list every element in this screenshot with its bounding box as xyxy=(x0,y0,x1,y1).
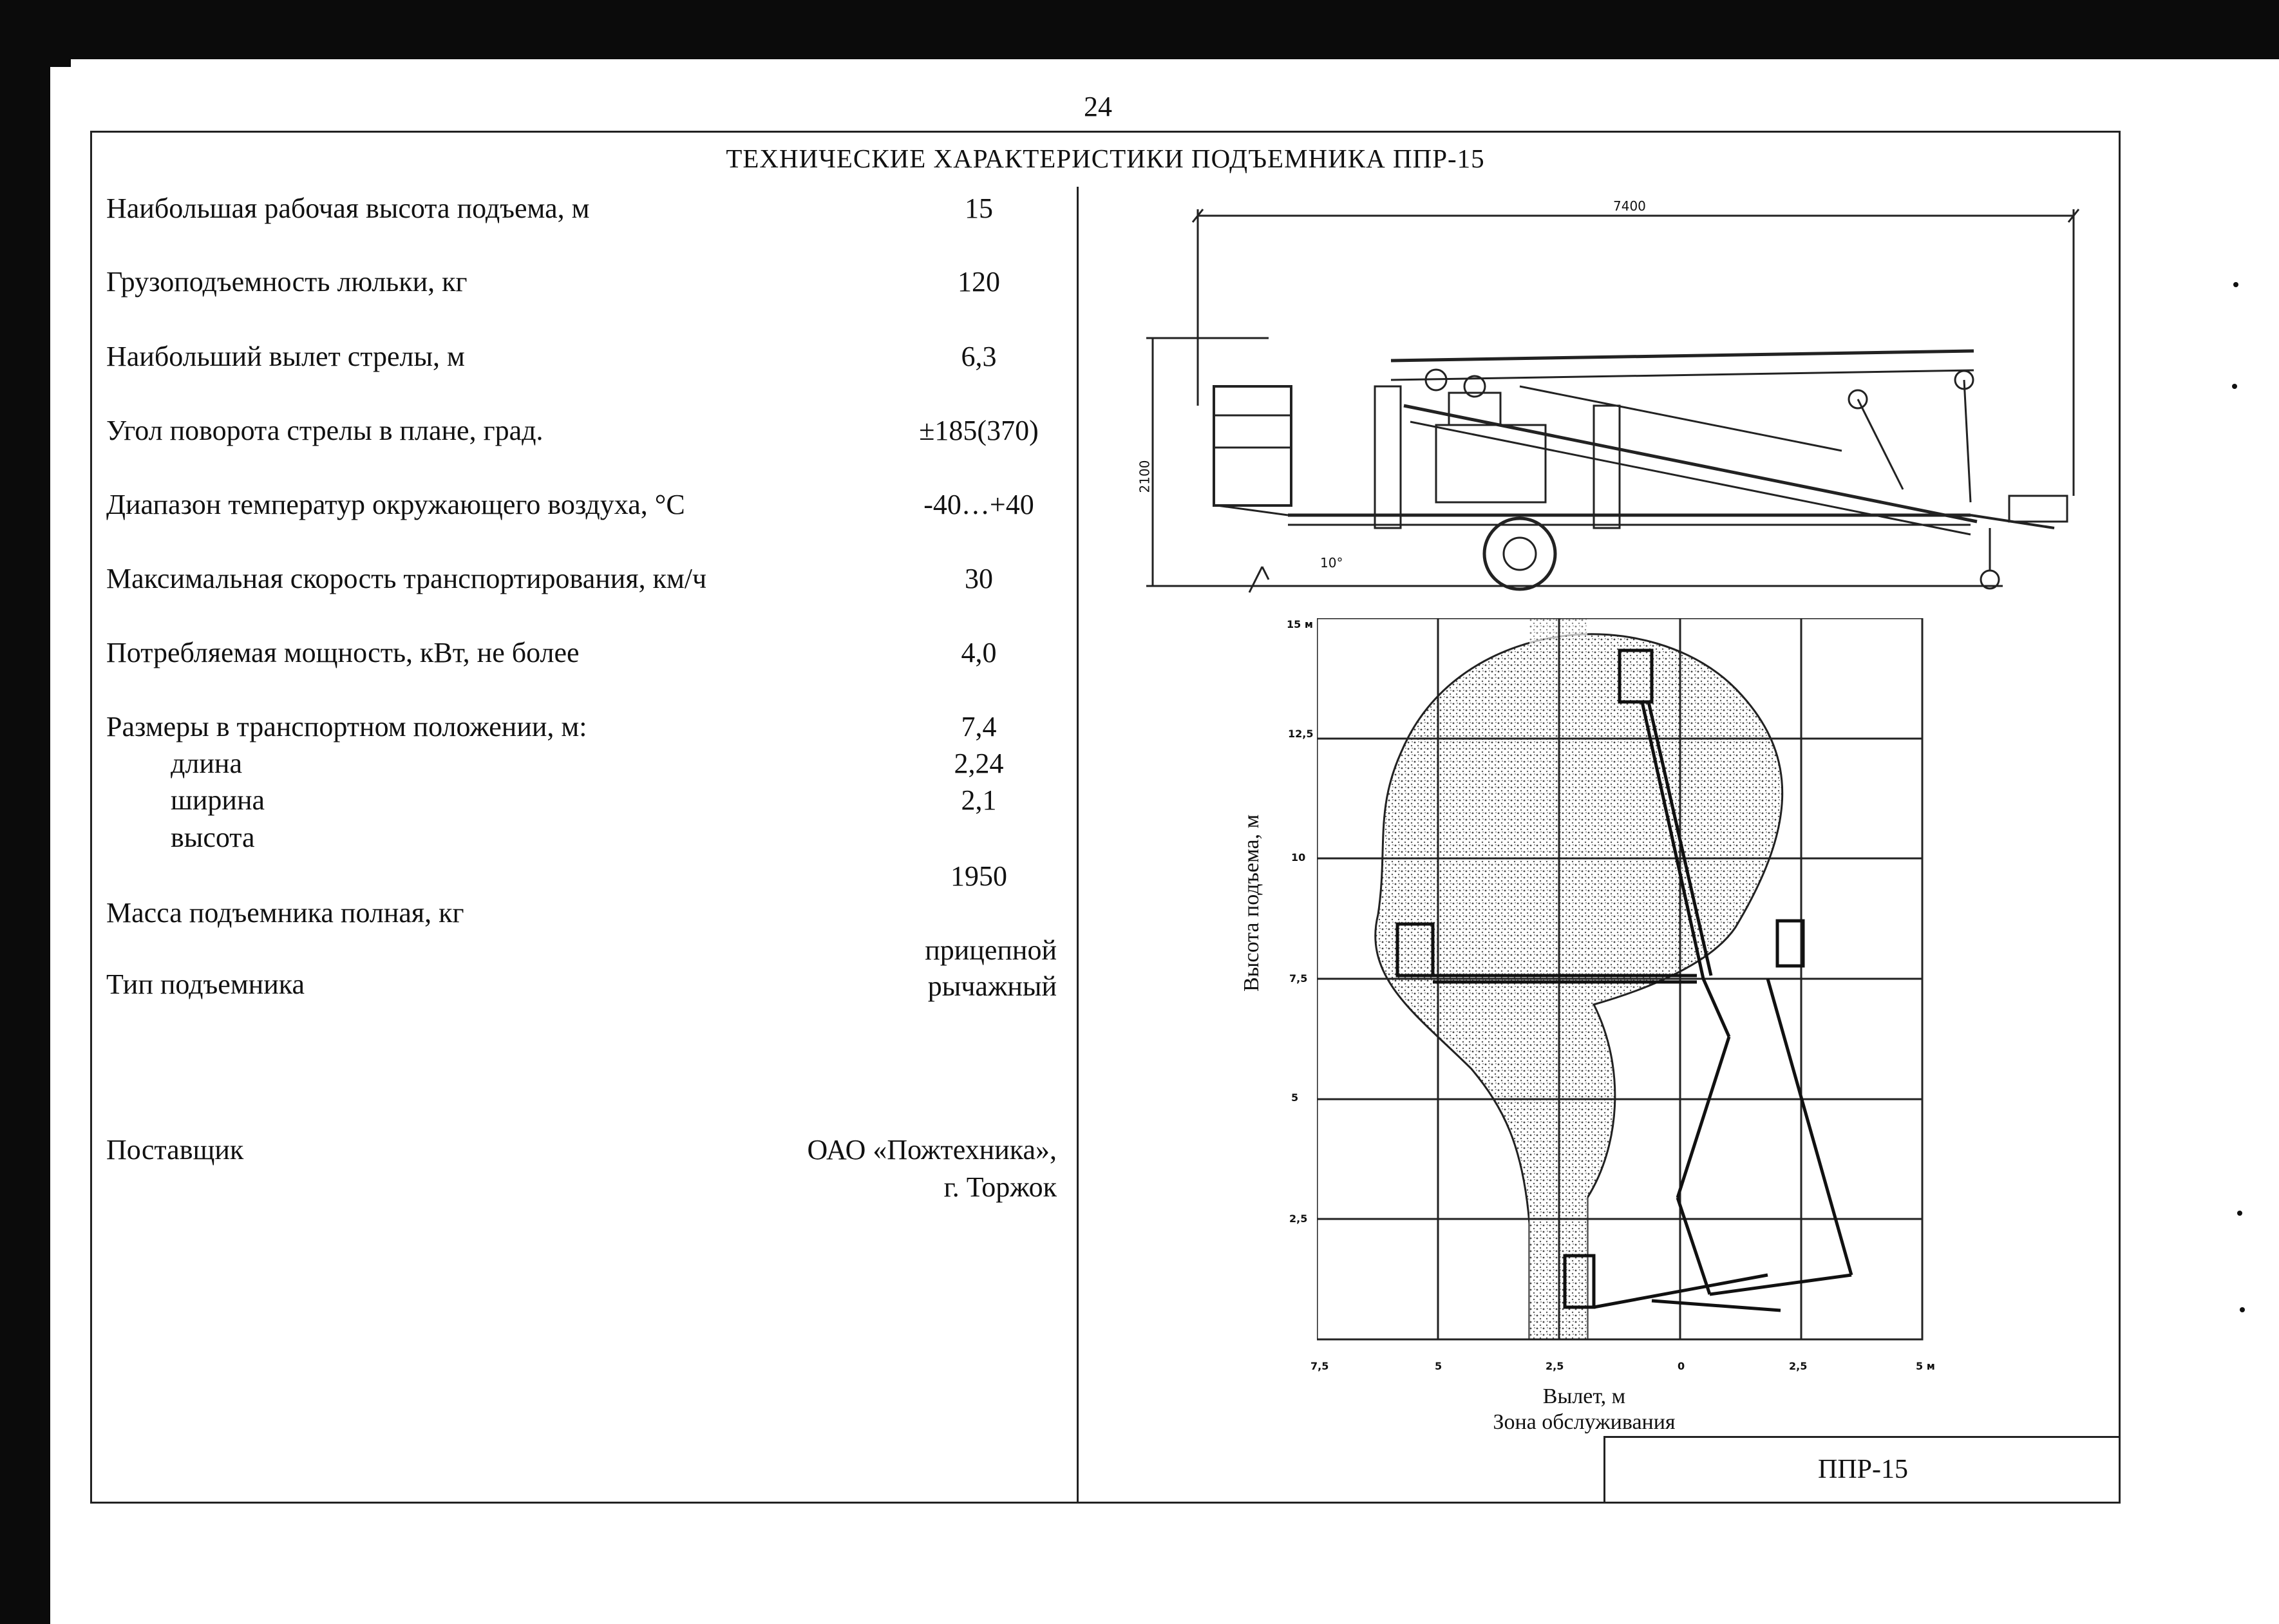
scan-border-top xyxy=(0,0,2279,59)
upper-boom xyxy=(1391,351,1974,361)
zone-y-axis-label: Высота подъема, м xyxy=(1240,814,1263,992)
supplier-value-line2: г. Торжок xyxy=(943,1171,1057,1203)
scan-speck xyxy=(2233,282,2238,287)
page-number: 24 xyxy=(1084,91,1112,122)
scan-speck xyxy=(2237,1211,2242,1216)
type-value-line1: прицепной xyxy=(925,934,1057,966)
spec-value: -40…+40 xyxy=(923,489,1034,520)
dimension-value-height: 2,1 xyxy=(961,784,997,816)
hydraulic-unit xyxy=(1436,425,1546,502)
spec-label: Угол поворота стрелы в плане, град. xyxy=(106,415,544,446)
scan-speck xyxy=(2240,1307,2245,1312)
spec-label: Наибольшая рабочая высота подъема, м xyxy=(106,193,590,224)
spec-label: Максимальная скорость транспортирования, км/ч xyxy=(106,563,707,594)
scan-border-left xyxy=(0,0,50,1624)
x-tick: 2,5 xyxy=(1546,1360,1564,1372)
dimension-label-height: высота xyxy=(171,822,255,853)
basket xyxy=(1214,386,1291,505)
page-title: ТЕХНИЧЕСКИЕ ХАРАКТЕРИСТИКИ ПОДЪЕМНИКА ППР-15 xyxy=(726,144,1485,173)
spec-value: 120 xyxy=(958,266,1000,297)
column-divider xyxy=(1077,187,1079,1504)
service-zone-chart xyxy=(1317,618,1935,1352)
supplier-value-line1: ОАО «Пожтехника», xyxy=(807,1134,1057,1166)
wheel xyxy=(1484,518,1555,589)
type-label: Тип подъемника xyxy=(106,968,305,1000)
spec-label: Грузоподъемность люльки, кг xyxy=(106,266,468,297)
dimension-label-width: ширина xyxy=(171,784,265,816)
zone-x-axis-label: Вылет, м xyxy=(1542,1384,1626,1408)
scan-border-notch xyxy=(50,59,71,67)
scan-speck xyxy=(2232,384,2237,389)
x-tick: 7,5 xyxy=(1310,1360,1329,1372)
lift-side-view-drawing xyxy=(1133,193,2099,605)
spec-label: Потребляемая мощность, кВт, не более xyxy=(106,637,580,668)
spec-value: ±185(370) xyxy=(919,415,1039,446)
y-tick: 15 м xyxy=(1287,618,1313,630)
angle-dimension-label: 10° xyxy=(1320,555,1343,571)
mass-value: 1950 xyxy=(950,860,1007,892)
y-tick: 2,5 xyxy=(1289,1213,1308,1225)
x-tick: 0 xyxy=(1678,1360,1685,1372)
spec-value: 30 xyxy=(965,563,993,594)
length-dimension-label: 7400 xyxy=(1613,198,1646,214)
dimension-value-width: 2,24 xyxy=(954,748,1004,779)
dimensions-label: Размеры в транспортном положении, м: xyxy=(106,711,587,742)
x-tick: 5 м xyxy=(1916,1360,1935,1372)
x-tick: 5 xyxy=(1435,1360,1442,1372)
spec-label: Наибольший вылет стрелы, м xyxy=(106,341,465,372)
rear-upright xyxy=(1375,386,1401,528)
front-upright xyxy=(1594,406,1620,528)
y-tick: 12,5 xyxy=(1288,728,1314,740)
y-tick: 5 xyxy=(1291,1091,1299,1104)
zone-caption: Зона обслуживания xyxy=(1493,1410,1676,1434)
dimension-label-length: длина xyxy=(171,748,242,779)
spec-value: 6,3 xyxy=(961,341,997,372)
supplier-label: Поставщик xyxy=(106,1134,244,1166)
height-dimension-label: 2100 xyxy=(1137,460,1153,493)
x-tick: 2,5 xyxy=(1789,1360,1808,1372)
spec-value: 15 xyxy=(965,193,993,224)
y-tick: 10 xyxy=(1291,851,1306,864)
type-value-line2: рычажный xyxy=(927,970,1057,1002)
title-block xyxy=(1603,1436,2121,1504)
title-block-text: ППР-15 xyxy=(1817,1455,1908,1484)
mass-label: Масса подъемника полная, кг xyxy=(106,897,464,929)
dimension-value-length: 7,4 xyxy=(961,711,997,742)
spec-label: Диапазон температур окружающего воздуха, °С xyxy=(106,489,685,520)
spec-value: 4,0 xyxy=(961,637,997,668)
y-tick: 7,5 xyxy=(1289,972,1308,985)
